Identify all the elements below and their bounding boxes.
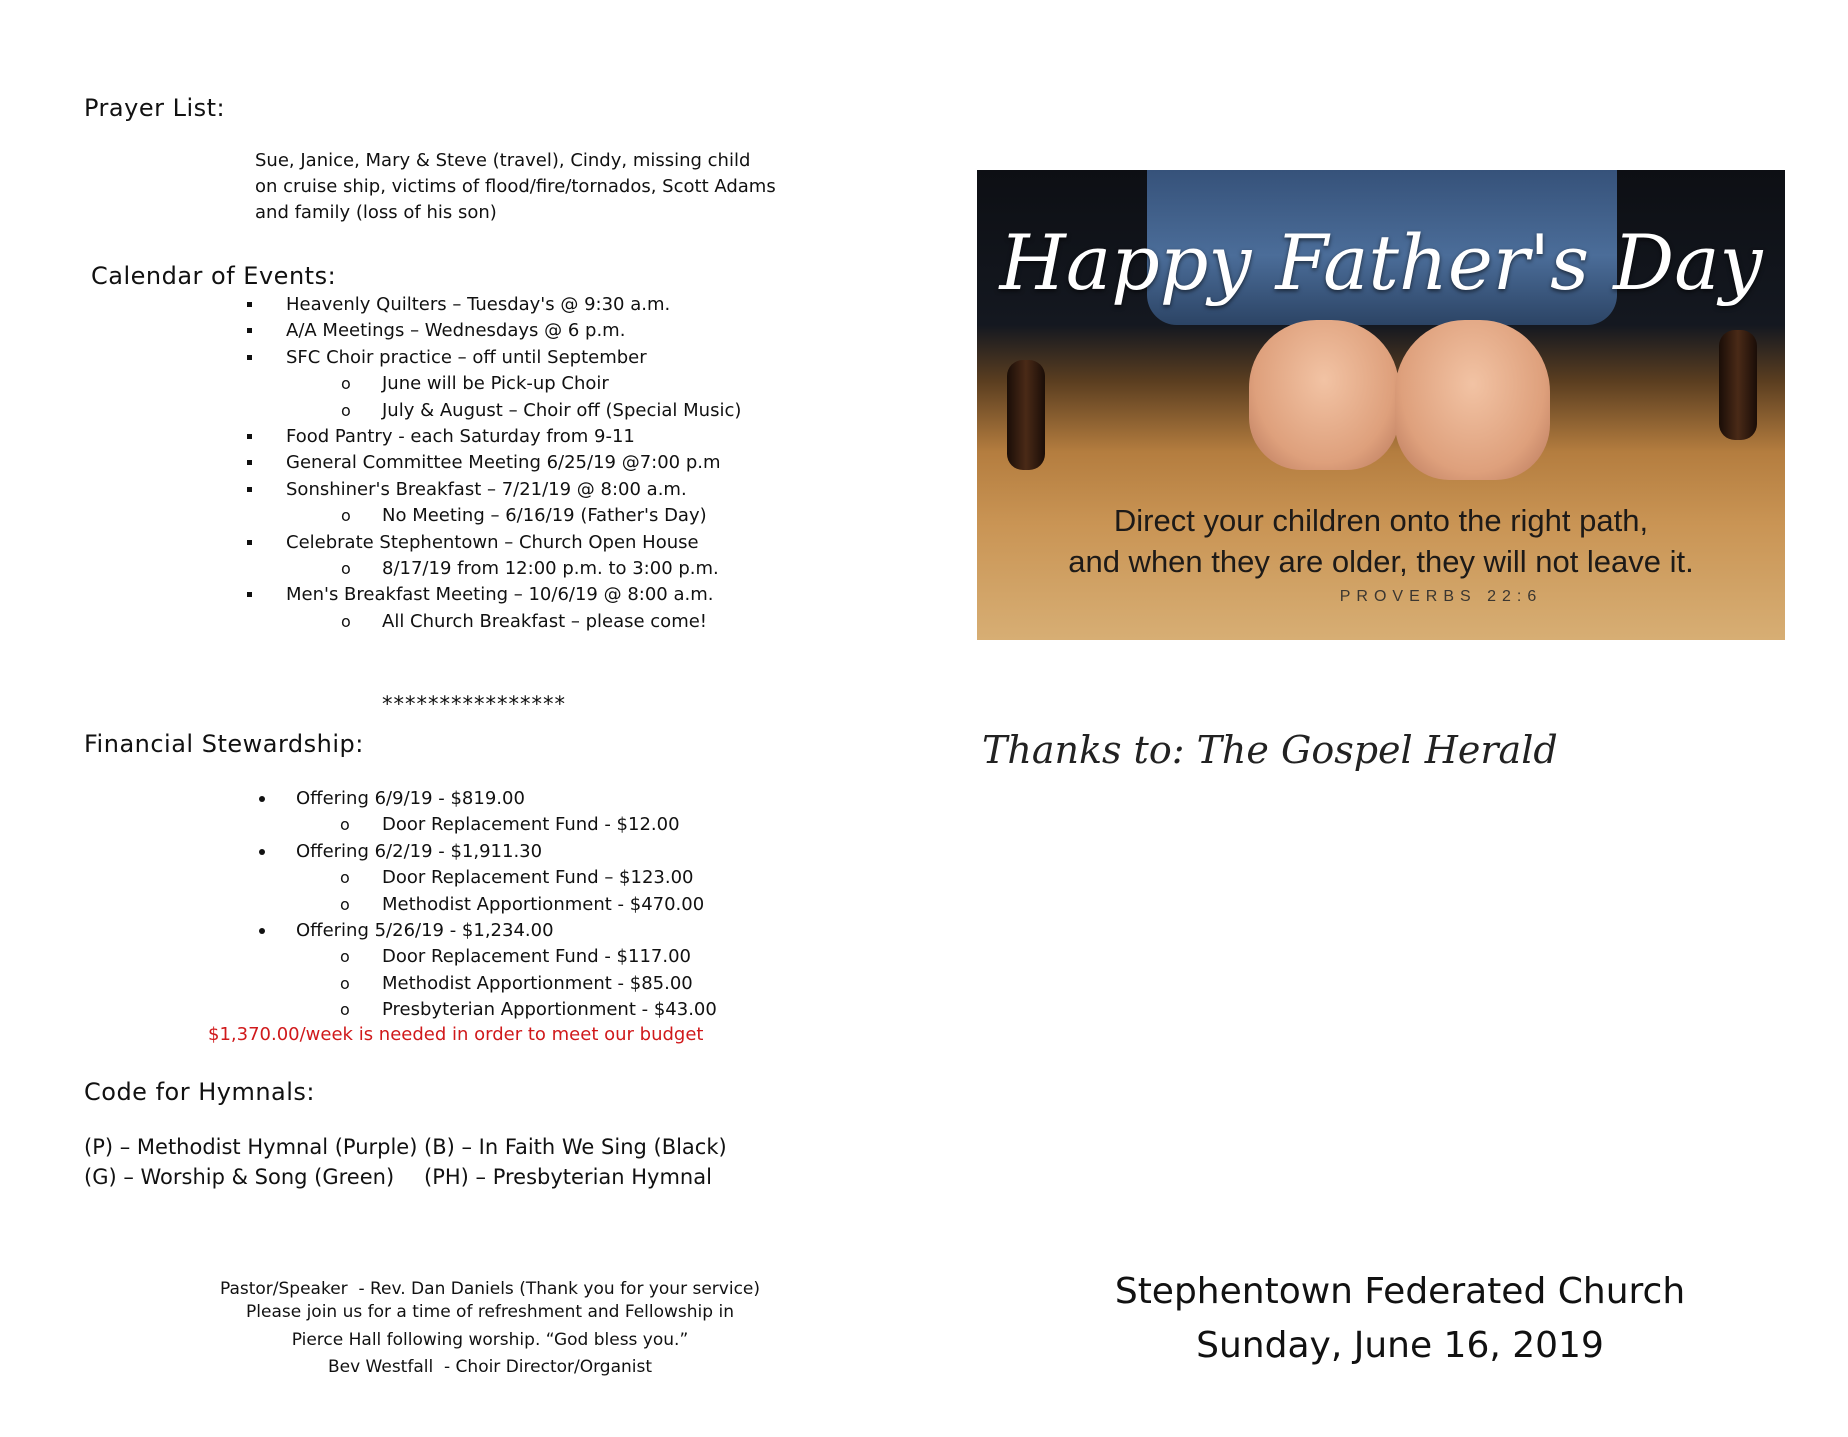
sub-list-item: o July & August – Choir off (Special Music): [247, 398, 807, 424]
list-item: Offering 5/26/19 - $1,234.00: [257, 918, 817, 944]
list-item: Sonshiner's Breakfast – 7/21/19 @ 8:00 a.m.: [247, 477, 807, 503]
list-item: A/A Meetings – Wednesdays @ 6 p.m.: [247, 318, 807, 344]
card-reference: PROVERBS 22:6: [1339, 588, 1543, 605]
square-bullet-icon: [247, 460, 252, 465]
calendar-list: [247, 292, 807, 635]
sub-list-item: o Door Replacement Fund - $12.00: [257, 812, 817, 838]
list-item: Offering 6/9/19 - $819.00: [257, 786, 817, 812]
list-item: Offering 6/2/19 - $1,911.30: [257, 839, 817, 865]
sub-list-item: o Methodist Apportionment - $470.00: [257, 892, 817, 918]
section-separator: ****************: [382, 692, 566, 716]
circle-bullet-icon: o: [341, 506, 351, 526]
sub-list-item: o Door Replacement Fund - $117.00: [257, 944, 817, 970]
circle-bullet-icon: o: [341, 400, 351, 420]
church-name: Stephentown Federated Church: [1114, 1271, 1686, 1312]
chair-leg: [1007, 360, 1045, 470]
round-bullet-icon: [259, 849, 265, 855]
foot: [1249, 320, 1399, 470]
circle-bullet-icon: o: [340, 894, 350, 914]
list-item: Heavenly Quilters – Tuesday's @ 9:30 a.m.: [247, 292, 807, 318]
square-bullet-icon: [247, 434, 252, 439]
sub-list-item: o June will be Pick-up Choir: [247, 371, 807, 397]
credit-line: Thanks to: The Gospel Herald: [982, 728, 1558, 772]
sub-list-item: o 8/17/19 from 12:00 p.m. to 3:00 p.m.: [247, 556, 807, 582]
circle-bullet-icon: o: [340, 815, 350, 835]
prayer-line: and family (loss of his son): [255, 202, 497, 223]
hymnal-code: (G) – Worship & Song (Green): [84, 1165, 395, 1189]
prayer-list-heading: Prayer List:: [84, 94, 226, 122]
bulletin-title: [1080, 1265, 1720, 1373]
financial-list: [257, 786, 817, 1024]
budget-note: $1,370.00/week is needed in order to meet our budget: [208, 1024, 704, 1045]
list-item: Men's Breakfast Meeting – 10/6/19 @ 8:00 a.m.: [247, 582, 807, 608]
circle-bullet-icon: o: [341, 611, 351, 631]
calendar-heading: Calendar of Events:: [91, 262, 337, 290]
circle-bullet-icon: o: [340, 1000, 350, 1020]
pastor-line: Pastor/Speaker - Rev. Dan Daniels (Thank you for your service): [219, 1279, 761, 1299]
hymnal-code-heading: Code for Hymnals:: [84, 1078, 316, 1106]
foot: [1395, 320, 1550, 480]
hymnal-code: (P) – Methodist Hymnal (Purple): [84, 1135, 418, 1159]
chair-leg: [1719, 330, 1757, 440]
circle-bullet-icon: o: [341, 374, 351, 394]
sub-list-item: o Presbyterian Apportionment - $43.00: [257, 997, 817, 1023]
sub-list-item: o Methodist Apportionment - $85.00: [257, 971, 817, 997]
square-bullet-icon: [247, 592, 252, 597]
square-bullet-icon: [247, 328, 252, 333]
square-bullet-icon: [247, 302, 252, 307]
circle-bullet-icon: o: [341, 559, 351, 579]
financial-stewardship-heading: Financial Stewardship:: [84, 730, 364, 758]
square-bullet-icon: [247, 487, 252, 492]
round-bullet-icon: [259, 928, 265, 934]
director-line: Bev Westfall - Choir Director/Organist: [327, 1357, 653, 1377]
hymnal-code: (B) – In Faith We Sing (Black): [424, 1135, 727, 1159]
sub-list-item: o No Meeting – 6/16/19 (Father's Day): [247, 503, 807, 529]
circle-bullet-icon: o: [340, 973, 350, 993]
circle-bullet-icon: o: [340, 868, 350, 888]
round-bullet-icon: [259, 796, 265, 802]
list-item: General Committee Meeting 6/25/19 @7:00 p.m: [247, 450, 807, 476]
hymnal-code: (PH) – Presbyterian Hymnal: [424, 1165, 712, 1189]
card-title: Happy Father's Day: [999, 218, 1763, 307]
square-bullet-icon: [247, 355, 252, 360]
square-bullet-icon: [247, 540, 252, 545]
circle-bullet-icon: o: [340, 947, 350, 967]
fathers-day-card: [977, 170, 1785, 640]
sub-list-item: o All Church Breakfast – please come!: [247, 609, 807, 635]
service-date: Sunday, June 16, 2019: [1196, 1325, 1604, 1366]
card-verse: Direct your children onto the right path, and when they are older, they will not leave it.: [1068, 503, 1694, 579]
list-item: Food Pantry - each Saturday from 9-11: [247, 424, 807, 450]
sub-list-item: o Door Replacement Fund – $123.00: [257, 865, 817, 891]
prayer-list-text: [255, 148, 776, 226]
fellowship-note: Please join us for a time of refreshment and Fellowship in Pierce Hall following worship. “God bless you.”: [246, 1302, 734, 1350]
prayer-line: Sue, Janice, Mary & Steve (travel), Cindy, missing child: [255, 150, 751, 171]
prayer-line: on cruise ship, victims of flood/fire/tornados, Scott Adams: [255, 176, 776, 197]
list-item: Celebrate Stephentown – Church Open House: [247, 530, 807, 556]
list-item: SFC Choir practice – off until September: [247, 345, 807, 371]
